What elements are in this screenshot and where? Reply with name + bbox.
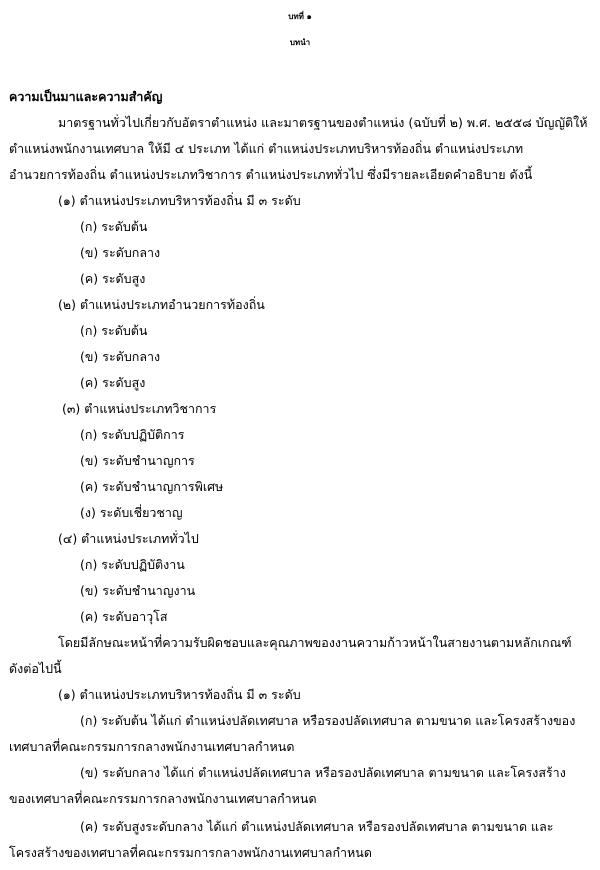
category-2-title: (๒) ตำแหน่งประเภทอำนวยการท้องถิ่น <box>58 297 265 312</box>
category-1-title: (๑) ตำแหน่งประเภทบริหารท้องถิ่น มี ๓ ระดับ <box>58 193 301 208</box>
category-4-level-1: (ก) ระดับปฏิบัติงาน <box>80 557 185 572</box>
category-1-level-3: (ค) ระดับสูง <box>80 271 146 286</box>
duty-2-line-2: ของเทศบาลที่คณะกรรมการกลางพนักงานเทศบาลกำหนด <box>9 791 317 806</box>
category-2-level-1: (ก) ระดับต้น <box>80 323 148 338</box>
category-3-level-4: (ง) ระดับเชี่ยวชาญ <box>80 505 183 520</box>
category-4-title: (๔) ตำแหน่งประเภททั่วไป <box>58 531 199 546</box>
duties-title: (๑) ตำแหน่งประเภทบริหารท้องถิ่น มี ๓ ระดับ <box>58 687 301 702</box>
category-4-level-2: (ข) ระดับชำนาญงาน <box>80 583 196 598</box>
category-4-level-3: (ค) ระดับอาวุโส <box>80 609 168 624</box>
category-1-level-1: (ก) ระดับต้น <box>80 219 148 234</box>
duty-3-line-1: (ค) ระดับสูงระดับกลาง ได้แก่ ตำแหน่งปลัดเทศบาล หรือรองปลัดเทศบาล ตามขนาด และ <box>80 819 554 834</box>
section-heading: ความเป็นมาและความสำคัญ <box>9 89 163 104</box>
category-2-level-2: (ข) ระดับกลาง <box>80 349 161 364</box>
duty-1-line-1: (ก) ระดับต้น ได้แก่ ตำแหน่งปลัดเทศบาล หรือรองปลัดเทศบาล ตามขนาด และโครงสร้างของ <box>80 713 576 728</box>
category-3-level-2: (ข) ระดับชำนาญการ <box>80 453 195 468</box>
chapter-number: บทที่ ๑ <box>288 12 312 21</box>
intro-line-2: ตำแหน่งพนักงานเทศบาล ให้มี ๔ ประเภท ได้แก่ ตำแหน่งประเภทบริหารท้องถิ่น ตำแหน่งประเภท <box>9 141 524 156</box>
category-3-title: (๓) ตำแหน่งประเภทวิชาการ <box>62 401 217 416</box>
duty-2-line-1: (ข) ระดับกลาง ได้แก่ ตำแหน่งปลัดเทศบาล หรือรองปลัดเทศบาล ตามขนาด และโครงสร้าง <box>80 765 566 780</box>
duties-intro-line-1: โดยมีลักษณะหน้าที่ความรับผิดชอบและคุณภาพของงานความก้าวหน้าในสายงานตามหลักเกณฑ์ <box>58 635 572 650</box>
category-1-level-2: (ข) ระดับกลาง <box>80 245 161 260</box>
intro-line-1: มาตรฐานทั่วไปเกี่ยวกับอัตราตำแหน่ง และมาตรฐานของตำแหน่ง (ฉบับที่ ๒) พ.ศ. ๒๕๕๘ บัญญัติให้ <box>58 115 588 130</box>
duty-1-line-2: เทศบาลที่คณะกรรมการกลางพนักงานเทศบาลกำหนด <box>9 739 295 754</box>
chapter-title: บทนำ <box>289 38 311 47</box>
duty-3-line-2: โครงสร้างของเทศบาลที่คณะกรรมการกลางพนักงานเทศบาลกำหนด <box>9 845 372 860</box>
category-2-level-3: (ค) ระดับสูง <box>80 375 146 390</box>
category-3-level-1: (ก) ระดับปฏิบัติการ <box>80 427 185 442</box>
intro-line-3: อำนวยการท้องถิ่น ตำแหน่งประเภทวิชาการ ตำแหน่งประเภททั่วไป ซึ่งมีรายละเอียดคำอธิบาย ดังนี้ <box>9 167 533 182</box>
duties-intro-line-2: ดังต่อไปนี้ <box>9 661 62 676</box>
category-3-level-3: (ค) ระดับชำนาญการพิเศษ <box>80 479 224 494</box>
